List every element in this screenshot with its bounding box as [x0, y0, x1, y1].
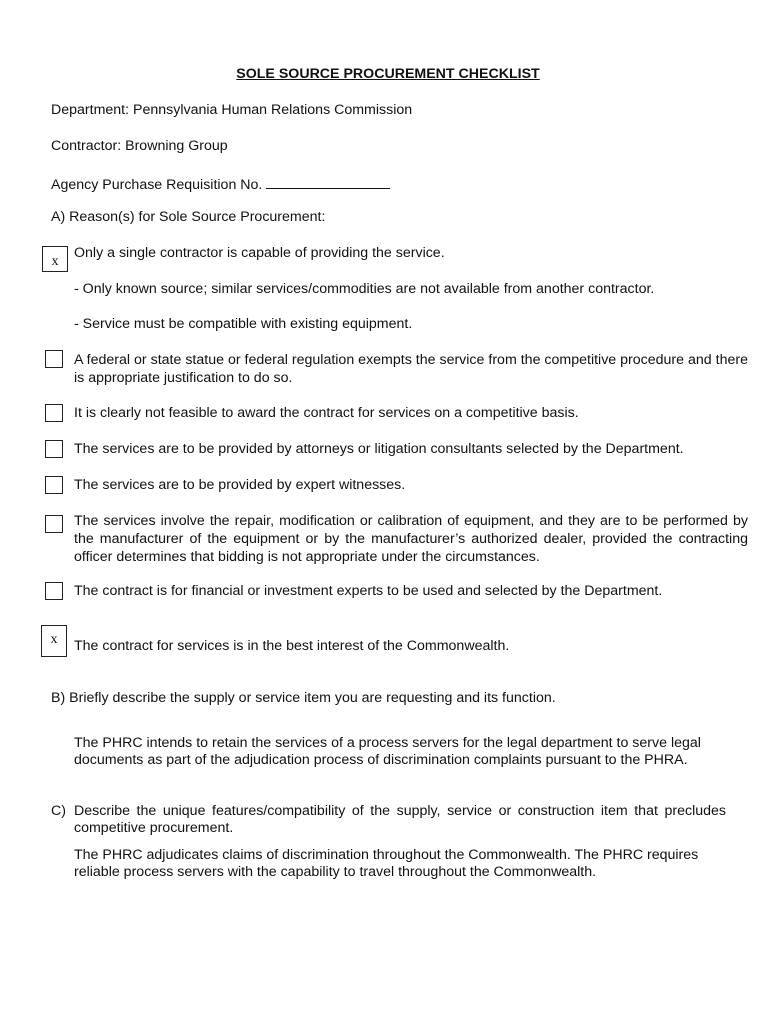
checkbox-best-interest[interactable]: x — [41, 625, 67, 657]
reason-repair-calibration: The services involve the repair, modification or calibration of equipment, and they are to be performed by the manufacturer of the equipment or by the manufacturer’s authorized dealer, provided the contracting officer determines that bidding is not appropriate under the circumstances. — [74, 513, 748, 565]
checkbox-expert-witnesses[interactable] — [45, 476, 63, 494]
section-c-heading: Describe the unique features/compatibility of the supply, service or construction item that precludes competitive procurement. — [74, 803, 726, 836]
section-c-answer: The PHRC adjudicates claims of discrimination throughout the Commonwealth. The PHRC requires reliable process servers with the capability to travel throughout the Commonwealth. — [74, 847, 699, 880]
sub-reason-compatible-equipment: - Service must be compatible with existing equipment. — [74, 316, 413, 332]
reason-single-contractor: Only a single contractor is capable of providing the service. — [74, 245, 445, 261]
checkbox-financial-experts[interactable] — [45, 582, 63, 600]
sub-reason-only-known-source: - Only known source; similar services/commodities are not available from another contractor. — [74, 281, 655, 297]
reason-best-interest: The contract for services is in the best interest of the Commonwealth. — [74, 638, 510, 654]
checkbox-statute-exemption[interactable] — [45, 350, 63, 368]
department-field: Department: Pennsylvania Human Relations Commission — [51, 102, 413, 118]
checkbox-repair-calibration[interactable] — [45, 515, 63, 533]
reason-expert-witnesses: The services are to be provided by expert witnesses. — [74, 477, 406, 493]
reason-statute-exemption: A federal or state statue or federal regulation exempts the service from the competitive procedure and there is appropriate justification to do so. — [74, 352, 748, 386]
section-a-heading: A) Reason(s) for Sole Source Procurement: — [51, 209, 326, 225]
requisition-label: Agency Purchase Requisition No. — [51, 177, 263, 193]
checkbox-not-feasible[interactable] — [45, 404, 63, 422]
requisition-blank[interactable] — [266, 174, 390, 189]
checkbox-single-contractor[interactable]: x — [42, 246, 68, 272]
section-b-heading: B) Briefly describe the supply or service item you are requesting and its function. — [51, 690, 556, 706]
reason-not-feasible: It is clearly not feasible to award the contract for services on a competitive basis. — [74, 405, 579, 421]
contractor-field: Contractor: Browning Group — [51, 138, 228, 154]
section-b-answer: The PHRC intends to retain the services of a process servers for the legal department to serve legal documents as part of the adjudication process of discrimination complaints pursuant to the PHRA. — [74, 735, 701, 768]
document-title: SOLE SOURCE PROCUREMENT CHECKLIST — [236, 66, 540, 82]
reason-financial-experts: The contract is for financial or investment experts to be used and selected by the Department. — [74, 583, 663, 599]
requisition-field — [51, 174, 390, 193]
checkbox-attorneys[interactable] — [45, 440, 63, 458]
reason-attorneys: The services are to be provided by attorneys or litigation consultants selected by the Department. — [74, 441, 684, 457]
section-c-label: C) — [51, 803, 66, 819]
